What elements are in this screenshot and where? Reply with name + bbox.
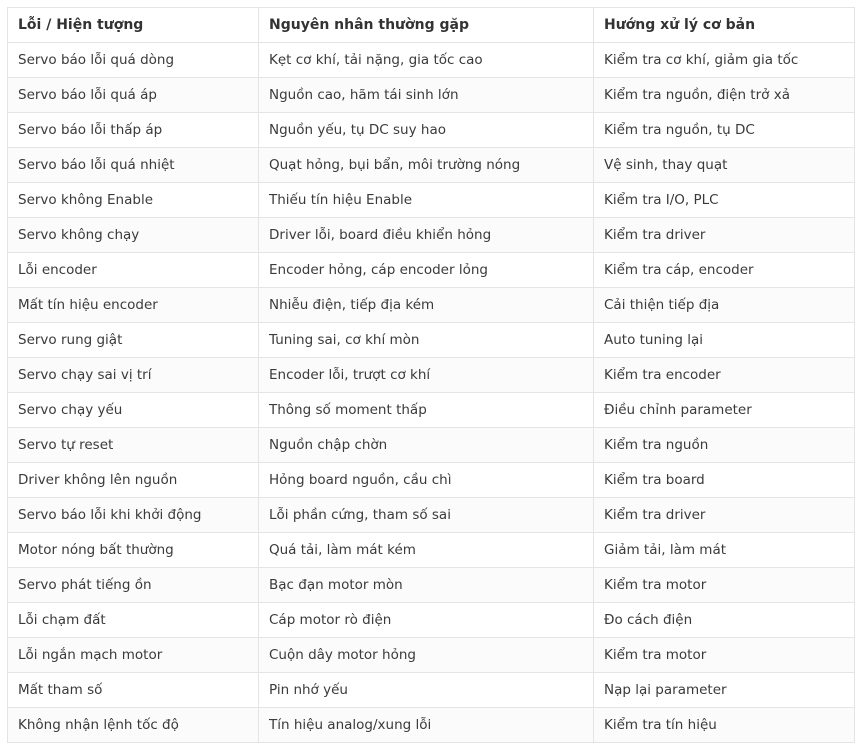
fault-cell: Không nhận lệnh tốc độ [8,708,259,743]
table-row [8,393,855,428]
solution-cell: Kiểm tra I/O, PLC [594,183,855,218]
header-fault: Lỗi / Hiện tượng [8,8,259,43]
solution-cell: Kiểm tra board [594,463,855,498]
cause-cell: Quạt hỏng, bụi bẩn, môi trường nóng [259,148,594,183]
cause-cell: Cáp motor rò điện [259,603,594,638]
solution-cell: Kiểm tra cáp, encoder [594,253,855,288]
solution-cell: Kiểm tra driver [594,218,855,253]
table-row [8,288,855,323]
table-header [8,8,855,43]
cause-cell: Nguồn cao, hãm tái sinh lớn [259,78,594,113]
cause-cell: Encoder lỗi, trượt cơ khí [259,358,594,393]
solution-cell: Điều chỉnh parameter [594,393,855,428]
table-row [8,323,855,358]
solution-cell: Kiểm tra cơ khí, giảm gia tốc [594,43,855,78]
cause-cell: Nguồn yếu, tụ DC suy hao [259,113,594,148]
cause-cell: Encoder hỏng, cáp encoder lỏng [259,253,594,288]
header-row [8,8,855,43]
fault-cell: Lỗi chạm đất [8,603,259,638]
cause-cell: Kẹt cơ khí, tải nặng, gia tốc cao [259,43,594,78]
table-row [8,218,855,253]
cause-cell: Tín hiệu analog/xung lỗi [259,708,594,743]
fault-cell: Servo báo lỗi quá dòng [8,43,259,78]
cause-cell: Hỏng board nguồn, cầu chì [259,463,594,498]
table-row [8,183,855,218]
fault-cell: Servo rung giật [8,323,259,358]
cause-cell: Lỗi phần cứng, tham số sai [259,498,594,533]
fault-cell: Driver không lên nguồn [8,463,259,498]
cause-cell: Thông số moment thấp [259,393,594,428]
troubleshooting-table-container [7,7,854,743]
solution-cell: Kiểm tra motor [594,568,855,603]
solution-cell: Kiểm tra nguồn [594,428,855,463]
solution-cell: Kiểm tra motor [594,638,855,673]
header-cause: Nguyên nhân thường gặp [259,8,594,43]
cause-cell: Thiếu tín hiệu Enable [259,183,594,218]
fault-cell: Servo báo lỗi khi khởi động [8,498,259,533]
cause-cell: Nhiễu điện, tiếp địa kém [259,288,594,323]
table-row [8,78,855,113]
solution-cell: Kiểm tra nguồn, tụ DC [594,113,855,148]
table-row [8,463,855,498]
table-row [8,533,855,568]
fault-cell: Mất tham số [8,673,259,708]
fault-cell: Servo không Enable [8,183,259,218]
header-solution: Hướng xử lý cơ bản [594,8,855,43]
table-row [8,148,855,183]
cause-cell: Nguồn chập chờn [259,428,594,463]
solution-cell: Kiểm tra encoder [594,358,855,393]
cause-cell: Driver lỗi, board điều khiển hỏng [259,218,594,253]
table-row [8,43,855,78]
solution-cell: Auto tuning lại [594,323,855,358]
troubleshooting-table [7,7,855,743]
table-row [8,358,855,393]
cause-cell: Tuning sai, cơ khí mòn [259,323,594,358]
fault-cell: Servo báo lỗi quá áp [8,78,259,113]
solution-cell: Cải thiện tiếp địa [594,288,855,323]
table-row [8,428,855,463]
cause-cell: Cuộn dây motor hỏng [259,638,594,673]
fault-cell: Servo tự reset [8,428,259,463]
cause-cell: Pin nhớ yếu [259,673,594,708]
table-row [8,638,855,673]
solution-cell: Nạp lại parameter [594,673,855,708]
solution-cell: Đo cách điện [594,603,855,638]
fault-cell: Motor nóng bất thường [8,533,259,568]
solution-cell: Kiểm tra tín hiệu [594,708,855,743]
solution-cell: Kiểm tra nguồn, điện trở xả [594,78,855,113]
table-row [8,603,855,638]
table-row [8,253,855,288]
table-row [8,673,855,708]
fault-cell: Mất tín hiệu encoder [8,288,259,323]
cause-cell: Quá tải, làm mát kém [259,533,594,568]
table-row [8,708,855,743]
table-row [8,498,855,533]
fault-cell: Servo chạy yếu [8,393,259,428]
fault-cell: Lỗi ngắn mạch motor [8,638,259,673]
table-row [8,113,855,148]
fault-cell: Servo không chạy [8,218,259,253]
fault-cell: Lỗi encoder [8,253,259,288]
fault-cell: Servo phát tiếng ồn [8,568,259,603]
fault-cell: Servo báo lỗi thấp áp [8,113,259,148]
fault-cell: Servo chạy sai vị trí [8,358,259,393]
fault-cell: Servo báo lỗi quá nhiệt [8,148,259,183]
solution-cell: Kiểm tra driver [594,498,855,533]
table-body [8,43,855,743]
table-row [8,568,855,603]
solution-cell: Giảm tải, làm mát [594,533,855,568]
cause-cell: Bạc đạn motor mòn [259,568,594,603]
solution-cell: Vệ sinh, thay quạt [594,148,855,183]
